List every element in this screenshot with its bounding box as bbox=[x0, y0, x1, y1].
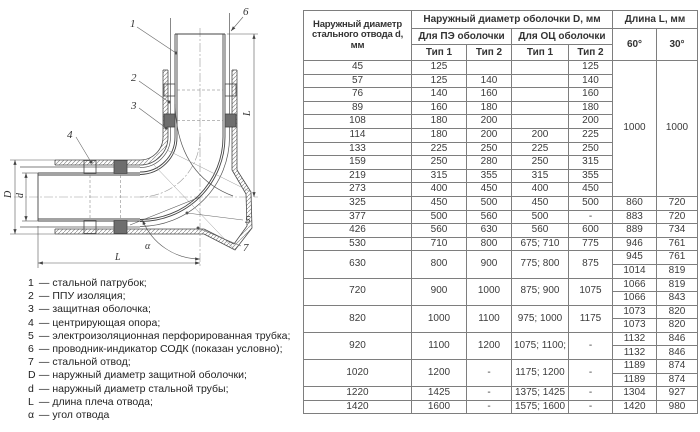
legend-item bbox=[28, 356, 290, 369]
legend-key: L bbox=[28, 395, 34, 408]
table-row bbox=[304, 210, 698, 224]
table-cell: 225 bbox=[512, 142, 569, 156]
table-cell: 400 bbox=[512, 183, 569, 197]
legend-dash: — bbox=[36, 395, 53, 408]
legend-text: угол отвода bbox=[52, 409, 110, 422]
table-cell: 133 bbox=[304, 142, 412, 156]
legend-item bbox=[28, 409, 290, 422]
table-cell: 1220 bbox=[304, 387, 412, 401]
callout-7: 7 bbox=[243, 242, 249, 254]
table-cell: 846 bbox=[657, 346, 698, 360]
header-cell: Тип 2 bbox=[467, 45, 512, 61]
legend-item bbox=[28, 290, 290, 303]
table-cell: 355 bbox=[569, 169, 613, 183]
table-cell: 180 bbox=[467, 101, 512, 115]
table-cell: 1425 bbox=[412, 387, 467, 401]
legend-dash: — bbox=[36, 356, 53, 369]
table-cell: 114 bbox=[304, 128, 412, 142]
table-cell bbox=[512, 115, 569, 129]
table-cell: 45 bbox=[304, 61, 412, 75]
table-cell bbox=[512, 74, 569, 88]
table-cell: 1075 bbox=[569, 278, 613, 305]
table-cell: 500 bbox=[569, 196, 613, 210]
dimensions-table bbox=[303, 10, 698, 414]
table-cell: 1000 bbox=[657, 61, 698, 197]
table-cell: 710 bbox=[412, 237, 467, 251]
header-cell: Наружный диаметр стального отвода d, мм bbox=[304, 11, 412, 61]
table-row bbox=[304, 387, 698, 401]
table-cell: 945 bbox=[613, 251, 657, 265]
legend-dash: — bbox=[36, 382, 53, 395]
legend-item bbox=[28, 396, 290, 409]
table-cell: 875 bbox=[569, 251, 613, 278]
table-cell: 160 bbox=[569, 88, 613, 102]
table-cell: 761 bbox=[657, 251, 698, 265]
header-cell: Тип 1 bbox=[512, 45, 569, 61]
legend-item bbox=[28, 383, 290, 396]
table-cell: 819 bbox=[657, 264, 698, 278]
table-cell: 140 bbox=[412, 88, 467, 102]
table-cell: 250 bbox=[512, 156, 569, 170]
table-cell: 1420 bbox=[613, 400, 657, 414]
table-cell: 450 bbox=[512, 196, 569, 210]
table-cell: 1100 bbox=[467, 305, 512, 332]
table-cell: 1014 bbox=[613, 264, 657, 278]
legend-text: стальной патрубок; bbox=[52, 277, 147, 289]
table-cell: 450 bbox=[467, 183, 512, 197]
legend-key: 5 bbox=[28, 329, 34, 342]
table-cell: 200 bbox=[467, 128, 512, 142]
table-cell: 946 bbox=[613, 237, 657, 251]
table-cell: 1375; 1425 bbox=[512, 387, 569, 401]
legend-key: 7 bbox=[28, 356, 34, 369]
dim-label-D: D bbox=[3, 190, 14, 198]
table-cell: 400 bbox=[412, 183, 467, 197]
legend-key: 4 bbox=[28, 316, 34, 329]
table-cell: 980 bbox=[657, 400, 698, 414]
table-cell: 1000 bbox=[467, 278, 512, 305]
header-cell: Длина L, мм bbox=[613, 11, 698, 29]
legend-dash: — bbox=[36, 303, 53, 316]
table-header bbox=[304, 11, 698, 61]
table-cell: 315 bbox=[412, 169, 467, 183]
table-row bbox=[304, 305, 698, 319]
table-cell: 315 bbox=[569, 156, 613, 170]
table-cell: 560 bbox=[512, 224, 569, 238]
table-cell: 1189 bbox=[613, 360, 657, 374]
table-cell: 315 bbox=[512, 169, 569, 183]
table-cell: 874 bbox=[657, 360, 698, 374]
header-cell: 30° bbox=[657, 29, 698, 61]
table-cell: 775; 800 bbox=[512, 251, 569, 278]
legend-key: α bbox=[28, 409, 35, 422]
table-cell: 159 bbox=[304, 156, 412, 170]
table-cell: 180 bbox=[569, 101, 613, 115]
dim-label-d: d bbox=[15, 193, 26, 198]
table-cell: 874 bbox=[657, 373, 698, 387]
table-cell: 1200 bbox=[412, 360, 467, 387]
table-cell: - bbox=[467, 387, 512, 401]
table-cell: 1420 bbox=[304, 400, 412, 414]
legend-item bbox=[28, 317, 290, 330]
table-cell: 820 bbox=[657, 319, 698, 333]
table-cell: 820 bbox=[657, 305, 698, 319]
legend-key: 3 bbox=[28, 303, 34, 316]
table-body bbox=[304, 61, 698, 414]
table-cell: 1000 bbox=[613, 61, 657, 197]
dim-label-L-bottom: L bbox=[115, 252, 121, 263]
table-cell: 800 bbox=[412, 251, 467, 278]
table-cell: 1600 bbox=[412, 400, 467, 414]
callout-leaders bbox=[76, 17, 243, 246]
legend-key: D bbox=[28, 369, 36, 382]
table-cell: 600 bbox=[569, 224, 613, 238]
table-cell: 875; 900 bbox=[512, 278, 569, 305]
legend-key: 1 bbox=[28, 277, 34, 289]
table-cell: - bbox=[467, 400, 512, 414]
legend-text: центрирующая опора; bbox=[52, 316, 161, 329]
legend-key: d bbox=[28, 382, 34, 395]
callout-1: 1 bbox=[130, 18, 136, 30]
table-cell: 1066 bbox=[613, 292, 657, 306]
table-cell: 1000 bbox=[412, 305, 467, 332]
table-cell: 355 bbox=[467, 169, 512, 183]
table-cell: 530 bbox=[304, 237, 412, 251]
legend-dash: — bbox=[36, 329, 53, 342]
table-cell: 761 bbox=[657, 237, 698, 251]
header-cell: Тип 1 bbox=[412, 45, 467, 61]
legend-text: проводник-индикатор СОДК (показан условно); bbox=[52, 343, 283, 356]
table-cell: 1073 bbox=[613, 305, 657, 319]
table-cell bbox=[512, 88, 569, 102]
table-cell: 900 bbox=[467, 251, 512, 278]
table-cell: 675; 710 bbox=[512, 237, 569, 251]
table-cell: 500 bbox=[467, 196, 512, 210]
table-cell: 560 bbox=[412, 224, 467, 238]
table-cell: 280 bbox=[467, 156, 512, 170]
table-cell: 630 bbox=[304, 251, 412, 278]
table-cell: - bbox=[569, 387, 613, 401]
callout-2: 2 bbox=[131, 72, 137, 84]
table-cell: 1304 bbox=[613, 387, 657, 401]
legend-dash: — bbox=[36, 369, 53, 382]
table-row bbox=[304, 196, 698, 210]
table-cell bbox=[512, 101, 569, 115]
legend-text: наружный диаметр стальной трубы; bbox=[52, 382, 229, 395]
legend-item bbox=[28, 330, 290, 343]
table-cell: 250 bbox=[412, 156, 467, 170]
table-cell: - bbox=[569, 360, 613, 387]
table-row bbox=[304, 332, 698, 346]
table-cell: 140 bbox=[569, 74, 613, 88]
table-cell: 1175 bbox=[569, 305, 613, 332]
casing-shell bbox=[55, 70, 252, 250]
centering-supports bbox=[84, 84, 236, 234]
header-row bbox=[304, 11, 698, 29]
table-row bbox=[304, 61, 698, 75]
table-cell: 250 bbox=[569, 142, 613, 156]
legend-dash: — bbox=[36, 409, 53, 422]
table-cell: 860 bbox=[613, 196, 657, 210]
table-cell: 57 bbox=[304, 74, 412, 88]
legend-text: ППУ изоляция; bbox=[52, 290, 126, 303]
table-cell: - bbox=[569, 332, 613, 359]
table-cell: - bbox=[569, 400, 613, 414]
sodk-wires bbox=[20, 13, 233, 227]
table-cell: 1066 bbox=[613, 278, 657, 292]
legend-key: 2 bbox=[28, 290, 34, 303]
legend-dash: — bbox=[36, 316, 53, 329]
table-cell: 219 bbox=[304, 169, 412, 183]
table-cell: 800 bbox=[467, 237, 512, 251]
callout-3: 3 bbox=[131, 100, 137, 112]
elbow-diagram bbox=[0, 0, 300, 275]
table-cell: 1132 bbox=[613, 346, 657, 360]
table-cell: 125 bbox=[569, 61, 613, 75]
table-row bbox=[304, 237, 698, 251]
table-cell: 225 bbox=[569, 128, 613, 142]
table-cell: 927 bbox=[657, 387, 698, 401]
table-cell: 843 bbox=[657, 292, 698, 306]
legend-dash: — bbox=[36, 277, 53, 289]
legend-text: наружный диаметр защитной оболочки; bbox=[52, 369, 247, 382]
legend-item bbox=[28, 277, 290, 290]
callout-6: 6 bbox=[243, 6, 249, 18]
table-cell: 500 bbox=[412, 210, 467, 224]
table-cell: 89 bbox=[304, 101, 412, 115]
table-cell: 225 bbox=[412, 142, 467, 156]
table-cell: 820 bbox=[304, 305, 412, 332]
table-cell: 325 bbox=[304, 196, 412, 210]
table-cell: 108 bbox=[304, 115, 412, 129]
table-cell: 1200 bbox=[467, 332, 512, 359]
table-cell: 273 bbox=[304, 183, 412, 197]
table-row bbox=[304, 400, 698, 414]
table-cell: 1189 bbox=[613, 373, 657, 387]
table-cell: 900 bbox=[412, 278, 467, 305]
table-cell: 630 bbox=[467, 224, 512, 238]
table-cell: - bbox=[467, 360, 512, 387]
header-cell: Для ПЭ оболочки bbox=[412, 29, 512, 45]
table-cell: 125 bbox=[412, 61, 467, 75]
table-row bbox=[304, 224, 698, 238]
legend-text: защитная оболочка; bbox=[52, 303, 151, 316]
table-cell: 1132 bbox=[613, 332, 657, 346]
table-cell: 180 bbox=[412, 115, 467, 129]
table-cell: 200 bbox=[512, 128, 569, 142]
table-cell: 76 bbox=[304, 88, 412, 102]
table-cell: 1020 bbox=[304, 360, 412, 387]
callout-5: 5 bbox=[245, 214, 251, 226]
legend-text: электроизоляционная перфорированная трубка; bbox=[52, 329, 291, 342]
table-cell: 200 bbox=[569, 115, 613, 129]
table-cell: 180 bbox=[412, 128, 467, 142]
legend-item bbox=[28, 343, 290, 356]
legend-key: 6 bbox=[28, 343, 34, 356]
table-cell: 720 bbox=[657, 196, 698, 210]
table-cell: 883 bbox=[613, 210, 657, 224]
table-cell: 560 bbox=[467, 210, 512, 224]
table-cell: 720 bbox=[304, 278, 412, 305]
table-cell: 140 bbox=[467, 74, 512, 88]
header-cell: Наружный диаметр оболочки D, мм bbox=[412, 11, 613, 29]
table-cell: 920 bbox=[304, 332, 412, 359]
table-cell: 846 bbox=[657, 332, 698, 346]
table-cell: 250 bbox=[467, 142, 512, 156]
table-cell bbox=[467, 61, 512, 75]
legend-item bbox=[28, 369, 290, 382]
legend-text: длина плеча отвода; bbox=[52, 395, 153, 408]
table-cell: 500 bbox=[512, 210, 569, 224]
table-cell: 1575; 1600 bbox=[512, 400, 569, 414]
table-cell: 1073 bbox=[613, 319, 657, 333]
legend-text: стальной отвод; bbox=[52, 356, 131, 369]
table-cell: 450 bbox=[569, 183, 613, 197]
table-cell: 1175; 1200 bbox=[512, 360, 569, 387]
table-cell: 734 bbox=[657, 224, 698, 238]
legend-list bbox=[28, 277, 290, 422]
table-cell: 1100 bbox=[412, 332, 467, 359]
table-cell: 819 bbox=[657, 278, 698, 292]
header-cell: Тип 2 bbox=[569, 45, 613, 61]
header-cell: 60° bbox=[613, 29, 657, 61]
dim-label-L-right: L bbox=[242, 110, 253, 116]
table-cell: 720 bbox=[657, 210, 698, 224]
table-cell: 889 bbox=[613, 224, 657, 238]
table-cell: 775 bbox=[569, 237, 613, 251]
steel-pipe bbox=[38, 34, 225, 222]
dim-label-alpha: α bbox=[145, 241, 151, 252]
table-cell: 160 bbox=[412, 101, 467, 115]
table-cell: 1075; 1100; bbox=[512, 332, 569, 359]
table-cell: 125 bbox=[412, 74, 467, 88]
table-cell: 377 bbox=[304, 210, 412, 224]
legend-item bbox=[28, 303, 290, 316]
table-row bbox=[304, 360, 698, 374]
header-cell: Для ОЦ оболочки bbox=[512, 29, 613, 45]
callout-4: 4 bbox=[67, 129, 73, 141]
table-cell: 200 bbox=[467, 115, 512, 129]
legend-dash: — bbox=[36, 290, 53, 303]
table-cell: - bbox=[569, 210, 613, 224]
table-cell bbox=[512, 61, 569, 75]
table-row bbox=[304, 278, 698, 292]
table-cell: 450 bbox=[412, 196, 467, 210]
table-cell: 426 bbox=[304, 224, 412, 238]
legend-dash: — bbox=[36, 343, 53, 356]
table-row bbox=[304, 251, 698, 265]
table-cell: 160 bbox=[467, 88, 512, 102]
table-cell: 975; 1000 bbox=[512, 305, 569, 332]
